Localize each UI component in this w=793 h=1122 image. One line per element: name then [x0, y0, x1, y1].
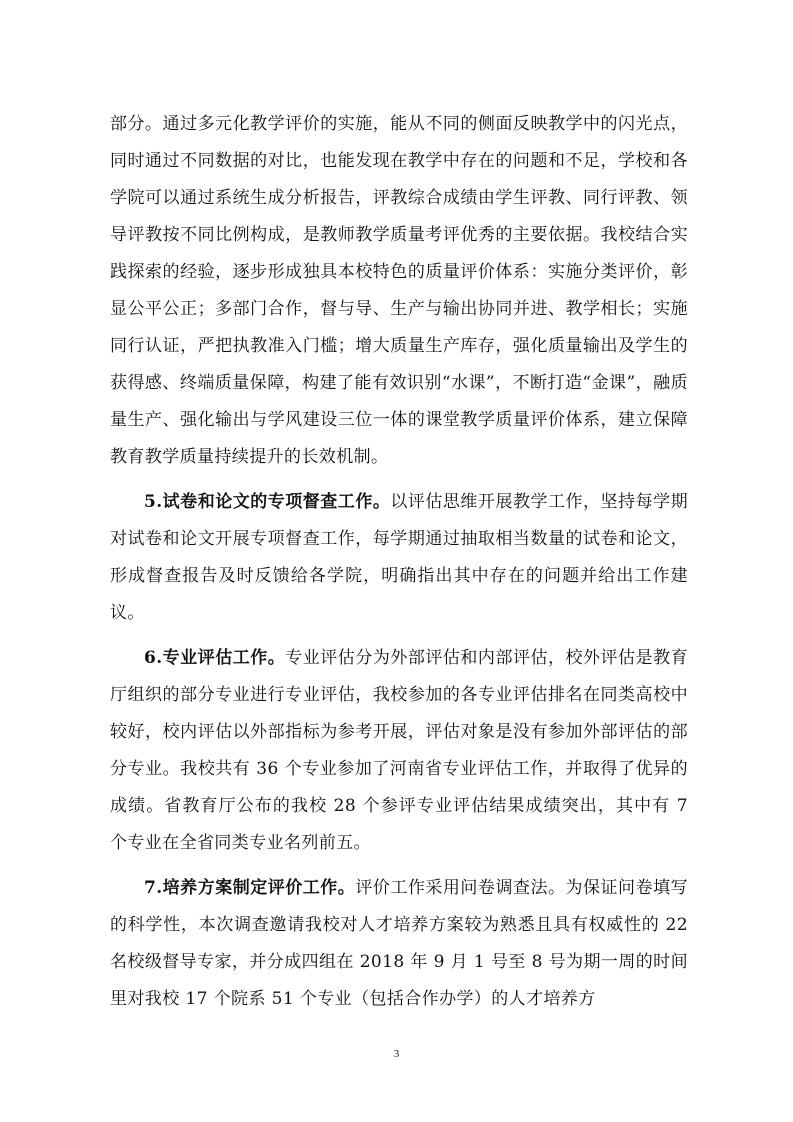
- paragraph-heading: 5.试卷和论文的专项督查工作。: [144, 492, 391, 512]
- paragraph-continuation: [110, 106, 688, 476]
- paragraph-text: 以评估思维开展教学工作，坚持每学期对试卷和论文开展专项督查工作，每学期通过抽取相当数量的试卷和论文，形成督查报告及时反馈给各学院，明确指出其中存在的问题并给出工作建议。: [110, 492, 688, 623]
- paragraph-text: 评价工作采用问卷调查法。为保证问卷填写的科学性，本次调查邀请我校对人才培养方案较为熟悉且具有权威性的 22 名校级督导专家，并分成四组在 2018 年 9 月 1 号至 8 号为期一周的时间里对我校 17 个院系 51 个专业（包括合作办学）的人才培养方: [110, 878, 688, 1009]
- page-number: 3: [393, 1048, 400, 1060]
- paragraph-exam-paper-inspection: [110, 484, 688, 632]
- paragraph-heading: 7.培养方案制定评价工作。: [144, 878, 356, 898]
- paragraph-training-plan-evaluation: [110, 870, 688, 1018]
- paragraph-text: 部分。通过多元化教学评价的实施，能从不同的侧面反映教学中的闪光点，同时通过不同数据的对比，也能发现在教学中存在的问题和不足，学校和各学院可以通过系统生成分析报告，评教综合成绩由学生评教、同行评教、领导评教按不同比例构成，是教师教学质量考评优秀的主要依据。我校结合实践探索的经验，逐步形成独具本校特色的质量评价体系：实施分类评价，彰显公平公正；多部门合作，督与导、生产与输出协同并进、教学相长；实施同行认证，严把执教准入门槛；增大质量生产库存，强化质量输出及学生的获得感、终端质量保障，构建了能有效识别“水课”，不断打造“金课”，融质量生产、强化输出与学风建设三位一体的课堂教学质量评价体系，建立保障教育教学质量持续提升的长效机制。: [110, 114, 688, 467]
- paragraph-program-evaluation: [110, 640, 688, 862]
- paragraph-text: 专业评估分为外部评估和内部评估，校外评估是教育厅组织的部分专业进行专业评估，我校参加的各专业评估排名在同类高校中较好，校内评估以外部指标为参考开展，评估对象是没有参加外部评估的部分专业。我校共有 36 个专业参加了河南省专业评估工作，并取得了优异的成绩。省教育厅公布的我校 28 个参评专业评估结果成绩突出，其中有 7 个专业在全省同类专业名列前五。: [110, 648, 688, 853]
- body-text: [110, 106, 688, 1018]
- paragraph-heading: 6.专业评估工作。: [144, 648, 286, 668]
